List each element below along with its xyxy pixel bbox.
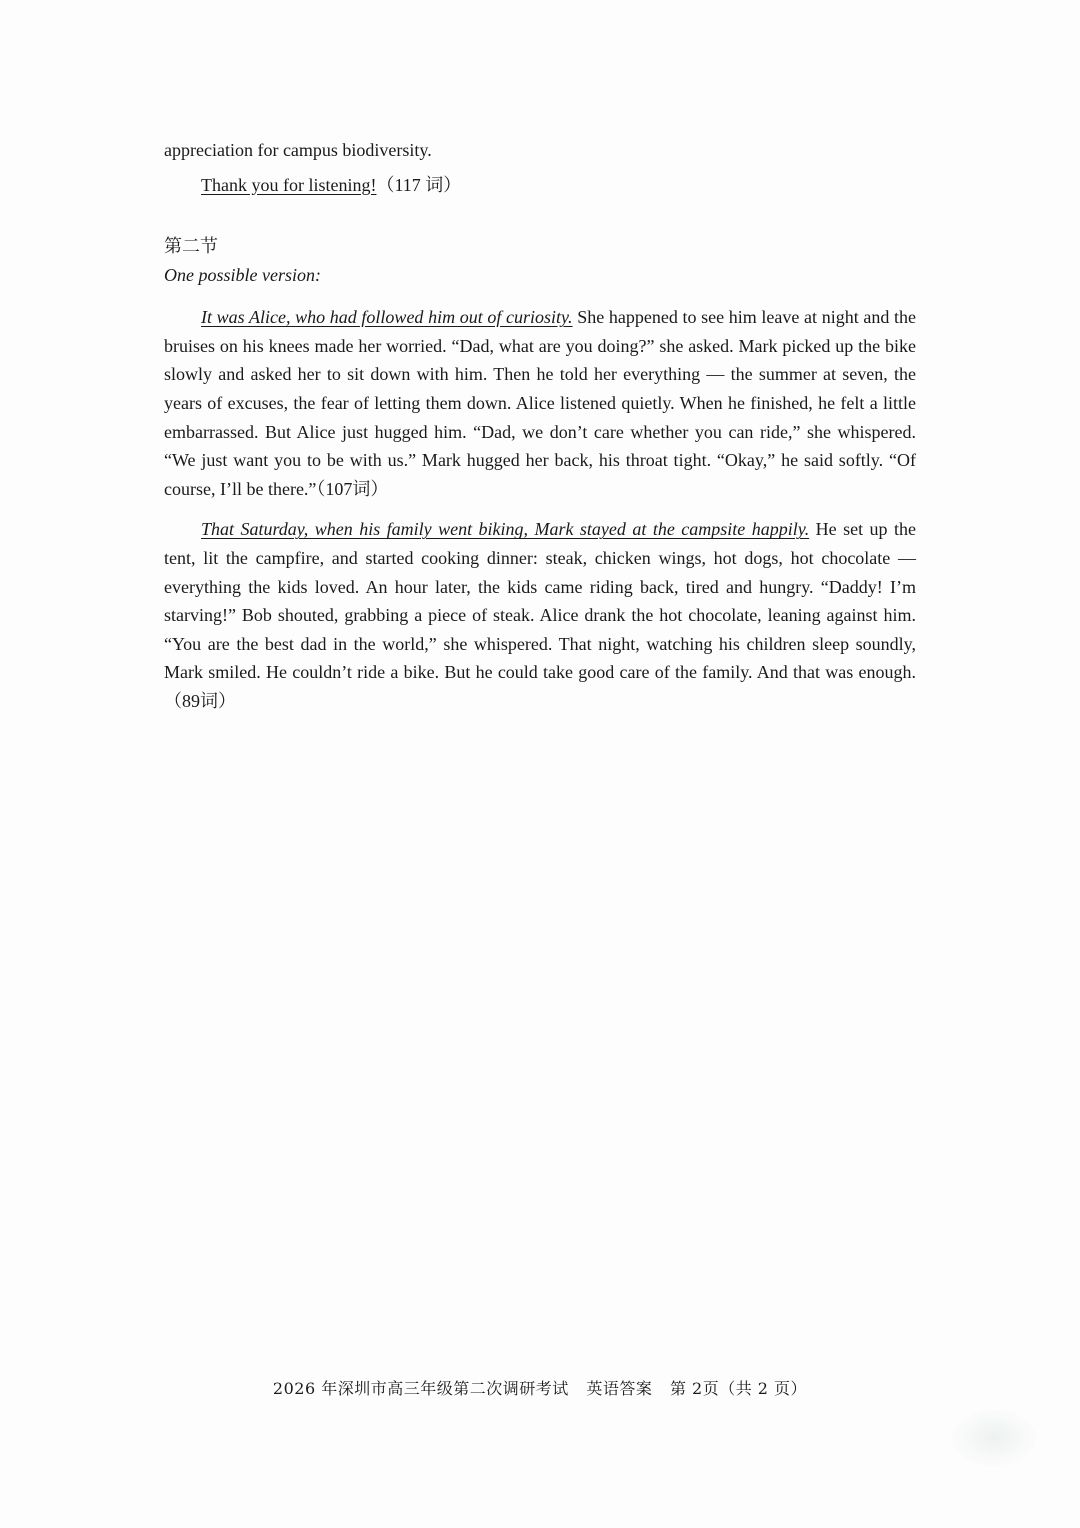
- closing-remark: Thank you for listening!: [201, 174, 377, 195]
- paragraph-2-lead-sentence: That Saturday, when his family went biking, Mark stayed at the campsite happily.: [201, 519, 810, 540]
- paragraph-1-body: She happened to see him leave at night and the bruises on his knees made her worried. “Dad, what are you doing?” she asked. Mark picked up the bike slowly and asked her to sit down with him. Then he told her everything — the summer at seven, the years of excuses, the fear of letting them down. Alice listened quietly. When he finished, he felt a little embarrassed. But Alice just hugged him. “Dad, we don’t care whether you can ride,” she whispered. “We just want you to be with us.” Mark hugged her back, his throat tight. “Okay,” he said softly. “Of course, I’ll be there.”: [164, 307, 916, 499]
- footer-subject: 英语答案: [586, 1379, 653, 1398]
- page-footer: [0, 1376, 1080, 1399]
- section-title: 第二节: [164, 236, 218, 257]
- paragraph-2-word-count: （89词）: [164, 690, 236, 711]
- paragraph-1-word-count: （107词）: [316, 478, 389, 499]
- version-label: One possible version:: [164, 265, 321, 286]
- continuation-paragraph-1: [164, 303, 916, 503]
- footer-page-info: 第 2页（共 2 页）: [669, 1379, 808, 1398]
- speech-ending-text: appreciation for campus biodiversity.: [164, 140, 432, 160]
- paragraph-1-lead-sentence: It was Alice, who had followed him out of curiosity.: [201, 307, 573, 328]
- continuation-paragraph-2: [164, 515, 916, 715]
- speech-ending-line: [164, 136, 916, 165]
- scan-smudge: [952, 1410, 1036, 1466]
- speech-closing-line: [164, 171, 916, 200]
- paragraph-2-body: He set up the tent, lit the campfire, and started cooking dinner: steak, chicken wings, hot dogs, hot chocolate — everything the kids loved. An hour later, the kids came riding back, tired and hungry. “Daddy! I’m starving!” Bob shouted, grabbing a piece of steak. Alice drank the hot chocolate, leaning against him. “You are the best dad in the world,” she whispered. That night, watching his children sleep soundly, Mark smiled. He couldn’t ride a bike. But he could take good care of the family. And that was enough.: [164, 519, 916, 683]
- footer-exam-title: 2026 年深圳市高三年级第二次调研考试: [272, 1379, 569, 1398]
- page-content: [164, 136, 916, 716]
- closing-word-count: （117 词）: [376, 174, 462, 195]
